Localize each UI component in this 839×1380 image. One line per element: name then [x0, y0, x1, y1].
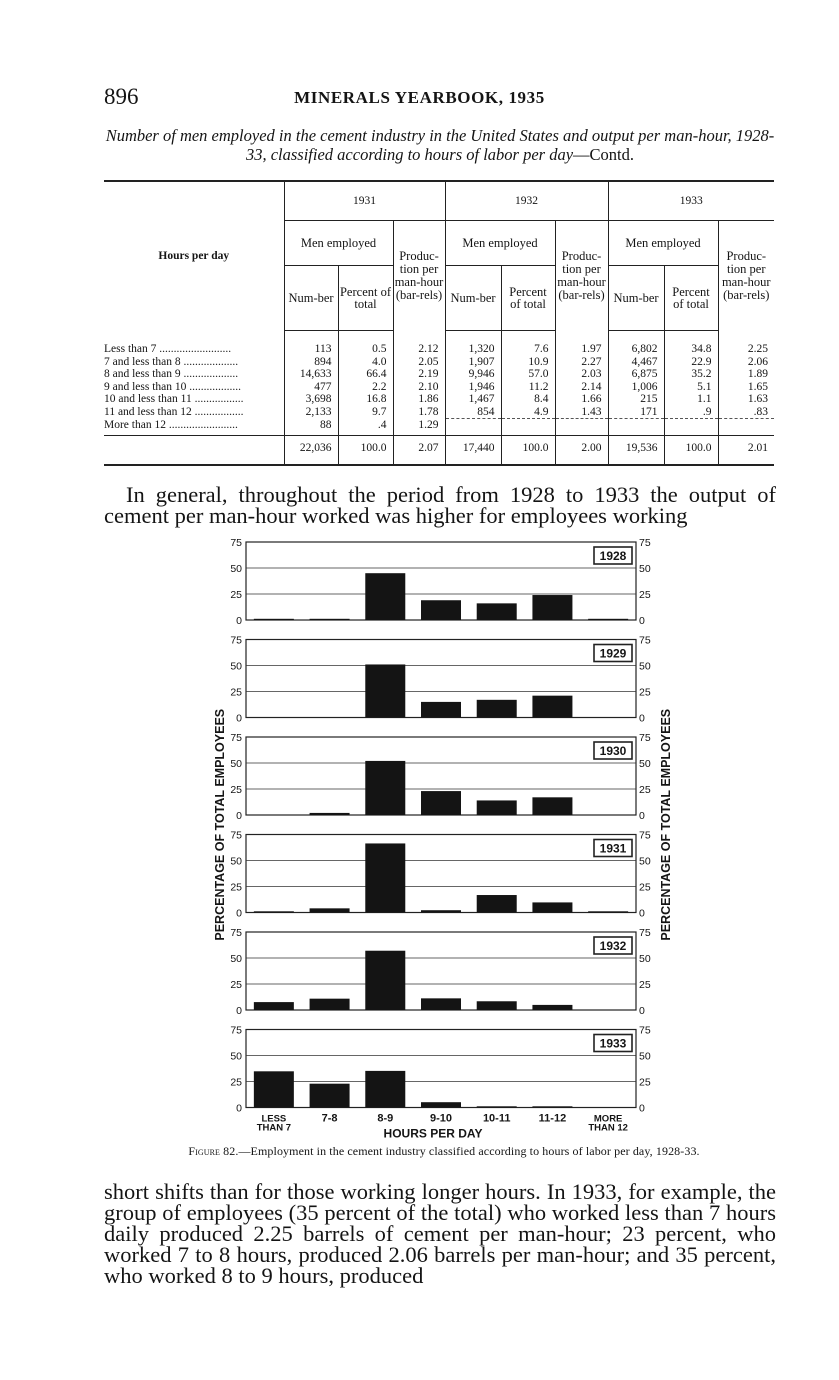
y-tick-label-left: 0	[236, 907, 242, 920]
table-cell: 11.2	[501, 381, 555, 394]
table-cell: 66.4	[338, 368, 393, 381]
table-cell: 1.78	[393, 406, 445, 419]
x-tick-label: MORE	[593, 1113, 623, 1125]
bar-1932-2	[365, 951, 405, 1010]
y-tick-label-right: 50	[639, 1050, 651, 1063]
number-header-1933: Num-ber	[608, 266, 664, 331]
table-cell: 57.0	[501, 368, 555, 381]
y-axis-label-right: PERCENTAGE OF TOTAL EMPLOYEES	[659, 708, 673, 941]
table-cell: 1.43	[555, 406, 608, 419]
table-cell: 5.1	[664, 381, 718, 394]
table-totals-row	[104, 436, 774, 465]
y-tick-label-left: 50	[230, 758, 242, 770]
x-tick-label: LESS	[261, 1113, 287, 1125]
percent-header-1932: Percent of total	[501, 266, 555, 331]
table-cell: 2.10	[393, 381, 445, 394]
table-cell: 2.25	[718, 331, 774, 356]
bar-1929-2	[365, 664, 405, 717]
men-employed-header-1931: Men employed	[284, 221, 393, 266]
table-row	[104, 368, 774, 381]
row-label: 11 and less than 12 .................	[104, 405, 244, 418]
table-cell: .83	[718, 406, 774, 419]
bar-1929-5	[532, 696, 572, 718]
employment-chart-svg	[200, 532, 673, 1142]
percent-header-1933: Percent of total	[664, 266, 718, 331]
row-label: 8 and less than 9 ...................	[104, 368, 239, 380]
y-tick-label-right: 75	[639, 732, 651, 744]
table-cell: 22.9	[664, 356, 718, 369]
table-cell: 34.8	[664, 331, 718, 356]
y-tick-label-left: 50	[230, 1050, 242, 1063]
table-caption	[100, 126, 780, 164]
table-cell: 2.06	[718, 356, 774, 369]
y-tick-label-left: 75	[230, 1024, 242, 1037]
table-cell: 1.89	[718, 368, 774, 381]
panel-frame-1931	[246, 835, 636, 913]
y-tick-label-right: 75	[639, 634, 651, 647]
bar-1931-0	[254, 911, 294, 912]
bar-1928-1	[310, 619, 350, 620]
bar-1931-5	[532, 902, 572, 912]
y-tick-label-left: 25	[230, 686, 242, 699]
panel-frame-1933	[246, 1030, 636, 1108]
table-row	[104, 406, 774, 419]
table-cell	[501, 419, 555, 436]
total-cell: 100.0	[501, 436, 555, 465]
row-label: 10 and less than 11 .................	[104, 393, 244, 405]
y-tick-label-left: 25	[230, 1076, 242, 1089]
table-row	[104, 393, 774, 406]
table-cell: 4.9	[501, 406, 555, 419]
total-cell: 2.07	[393, 436, 445, 465]
year-label-1933: 1933	[599, 1036, 627, 1051]
table-cell: 1.86	[393, 393, 445, 406]
number-header-1931: Num-ber	[284, 266, 338, 331]
y-tick-label-left: 0	[236, 810, 242, 822]
bar-1933-2	[365, 1071, 405, 1108]
y-tick-label-right: 50	[639, 855, 651, 868]
y-tick-label-left: 50	[230, 660, 242, 673]
page-number: 896	[104, 84, 139, 109]
y-tick-label-left: 75	[230, 829, 242, 842]
production-header-1933: Produc-tion per man-hour (bar-rels)	[718, 221, 774, 331]
table-cell: 1.65	[718, 381, 774, 394]
bar-1930-2	[365, 761, 405, 815]
row-label: 9 and less than 10 ..................	[104, 380, 242, 393]
table-cell: .4	[338, 419, 393, 436]
stub-header: Hours per day	[104, 181, 284, 331]
panel-frame-1932	[246, 932, 636, 1010]
bar-1932-4	[477, 1001, 517, 1010]
bar-1930-3	[421, 791, 461, 815]
bar-1931-4	[477, 895, 517, 912]
bar-1932-3	[421, 998, 461, 1010]
production-header-1931: Produc-tion per man-hour (bar-rels)	[393, 221, 445, 331]
table-cell: 6,802	[608, 331, 664, 356]
bar-1930-1	[310, 813, 350, 815]
year-label-1928: 1928	[599, 549, 627, 563]
table-cell: 2.19	[393, 368, 445, 381]
y-tick-label-right: 25	[639, 979, 651, 991]
table-cell: 1.1	[664, 393, 718, 406]
bar-1932-1	[310, 999, 350, 1010]
table-cell: 4,467	[608, 356, 664, 369]
y-tick-label-right: 0	[639, 1005, 645, 1017]
y-tick-label-right: 75	[639, 927, 651, 939]
total-cell: 22,036	[284, 436, 338, 465]
production-header-1932: Produc-tion per man-hour (bar-rels)	[555, 221, 608, 331]
bar-1933-4	[477, 1106, 517, 1107]
table-caption-text: Number of men employed in the cement industry in the United States and output per man-hour, 1928-33, classified according to hours of labor per day	[105, 126, 775, 164]
y-tick-label-left: 50	[230, 953, 242, 965]
year-header-1931: 1931	[284, 181, 445, 221]
bar-1931-3	[421, 910, 461, 912]
table-cell: 7.6	[501, 331, 555, 356]
table-cell: 1.66	[555, 393, 608, 406]
y-tick-label-left: 75	[230, 732, 242, 744]
year-label-1931: 1931	[599, 841, 627, 856]
paragraph-1: In general, throughout the period from 1928 to 1933 the output of cement per man-hour worked was higher for employees working	[104, 482, 776, 528]
y-tick-label-right: 0	[639, 712, 645, 725]
y-tick-label-right: 25	[639, 1076, 651, 1089]
bar-1931-6	[588, 911, 628, 912]
table-row	[104, 331, 774, 356]
y-tick-label-right: 25	[639, 589, 651, 601]
year-header-1933: 1933	[608, 181, 774, 221]
table-cell: 477	[284, 381, 338, 394]
bar-1928-0	[254, 619, 294, 620]
table-cell: 2.05	[393, 356, 445, 369]
y-tick-label-left: 75	[230, 634, 242, 647]
table-cell: 9.7	[338, 406, 393, 419]
table-cell: 35.2	[664, 368, 718, 381]
paragraph-2: short shifts than for those working longer hours. In 1933, for example, the group of employees (35 percent of the total) who worked less than 7 hours daily produced 2.25 barrels of cement per man-hour; 23 percent, who worked 7 to 8 hours, produced 2.06 barrels per man-hour; and 35 percent, who worked 8 to 9 hours, produced	[104, 1179, 776, 1288]
y-tick-label-right: 0	[639, 907, 645, 920]
bar-1931-2	[365, 843, 405, 912]
table-row	[104, 419, 774, 436]
y-tick-label-right: 0	[639, 810, 645, 822]
y-tick-label-left: 25	[230, 881, 242, 894]
x-axis-label: HOURS PER DAY	[383, 1126, 483, 1141]
bar-1929-4	[477, 700, 517, 718]
figure-label: Figure 82.	[188, 1144, 239, 1158]
bar-1933-3	[421, 1102, 461, 1107]
bar-1928-5	[532, 595, 572, 620]
bar-1930-5	[532, 797, 572, 815]
table-cell: 2.2	[338, 381, 393, 394]
table-cell	[445, 419, 501, 436]
table-cell: 1,907	[445, 356, 501, 369]
bar-1933-0	[254, 1071, 294, 1107]
y-tick-label-left: 75	[230, 537, 242, 549]
table-cell: 88	[284, 419, 338, 436]
table-cell: 14,633	[284, 368, 338, 381]
table-cell: 2.27	[555, 356, 608, 369]
bar-1931-1	[310, 908, 350, 912]
table-cell: 1,006	[608, 381, 664, 394]
number-header-1932: Num-ber	[445, 266, 501, 331]
table-cell: 6,875	[608, 368, 664, 381]
bar-1933-1	[310, 1084, 350, 1108]
employment-table	[104, 180, 774, 466]
table-cell: 1.63	[718, 393, 774, 406]
y-tick-label-left: 50	[230, 855, 242, 868]
table-cell: 894	[284, 356, 338, 369]
y-tick-label-right: 25	[639, 686, 651, 699]
x-tick-label: 11-12	[538, 1112, 567, 1125]
table-cell: 0.5	[338, 331, 393, 356]
y-tick-label-right: 25	[639, 784, 651, 796]
table-cell: 2.14	[555, 381, 608, 394]
table-cell	[555, 419, 608, 436]
table-cell: 1.29	[393, 419, 445, 436]
table-cell: 10.9	[501, 356, 555, 369]
table-cell: 16.8	[338, 393, 393, 406]
total-cell: 2.01	[718, 436, 774, 465]
y-tick-label-left: 25	[230, 784, 242, 796]
totals-label	[104, 436, 284, 465]
y-tick-label-left: 25	[230, 589, 242, 601]
total-cell: 17,440	[445, 436, 501, 465]
table-cell: 2,133	[284, 406, 338, 419]
year-header-1932: 1932	[445, 181, 608, 221]
table-cell: 1,946	[445, 381, 501, 394]
y-tick-label-right: 75	[639, 537, 651, 549]
bar-1928-2	[365, 573, 405, 620]
year-label-1930: 1930	[599, 744, 627, 758]
y-tick-label-left: 50	[230, 563, 242, 575]
y-tick-label-left: 0	[236, 1005, 242, 1017]
y-tick-label-left: 25	[230, 979, 242, 991]
total-cell: 19,536	[608, 436, 664, 465]
table-cell	[608, 419, 664, 436]
table-cell: .9	[664, 406, 718, 419]
y-tick-label-right: 75	[639, 829, 651, 842]
row-label: Less than 7 .........................	[104, 342, 232, 355]
bar-1933-5	[532, 1106, 572, 1107]
y-tick-label-left: 0	[236, 615, 242, 627]
table-cell	[664, 419, 718, 436]
table-cell: 1,467	[445, 393, 501, 406]
employment-chart	[200, 532, 673, 1142]
y-tick-label-left: 75	[230, 927, 242, 939]
figure-caption	[104, 1144, 784, 1159]
y-tick-label-right: 0	[639, 615, 645, 627]
y-tick-label-left: 0	[236, 1102, 242, 1115]
table-row	[104, 381, 774, 394]
y-tick-label-right: 75	[639, 1024, 651, 1037]
y-tick-label-right: 50	[639, 758, 651, 770]
running-head: MINERALS YEARBOOK, 1935	[294, 88, 545, 107]
table-cell: 9,946	[445, 368, 501, 381]
bar-1928-3	[421, 600, 461, 620]
total-cell: 100.0	[338, 436, 393, 465]
y-tick-label-right: 50	[639, 660, 651, 673]
table-cell: 1,320	[445, 331, 501, 356]
y-tick-label-right: 50	[639, 563, 651, 575]
total-cell: 100.0	[664, 436, 718, 465]
x-tick-label: 7-8	[321, 1112, 338, 1125]
table-cell: 854	[445, 406, 501, 419]
bar-1929-3	[421, 702, 461, 718]
bar-1928-4	[477, 603, 517, 620]
men-employed-header-1932: Men employed	[445, 221, 555, 266]
y-tick-label-right: 25	[639, 881, 651, 894]
x-tick-label: 9-10	[429, 1112, 453, 1125]
y-axis-label-left: PERCENTAGE OF TOTAL EMPLOYEES	[213, 708, 227, 941]
row-label: More than 12 ........................	[104, 418, 238, 431]
table-cell: 1.97	[555, 331, 608, 356]
table-caption-suffix: —Contd.	[573, 145, 635, 164]
table-cell: 2.12	[393, 331, 445, 356]
y-tick-label-right: 50	[639, 953, 651, 965]
y-tick-label-right: 0	[639, 1102, 645, 1115]
bar-1932-5	[532, 1005, 572, 1010]
x-tick-label: THAN 7	[256, 1122, 292, 1134]
percent-header-1931: Percent of total	[338, 266, 393, 331]
year-label-1929: 1929	[599, 646, 627, 661]
table-cell: 2.03	[555, 368, 608, 381]
table-cell: 113	[284, 331, 338, 356]
y-tick-label-left: 0	[236, 712, 242, 725]
x-tick-label: 10-11	[482, 1112, 511, 1125]
table-cell: 171	[608, 406, 664, 419]
x-tick-label: THAN 12	[588, 1122, 628, 1134]
bar-1932-0	[254, 1002, 294, 1010]
men-employed-header-1933: Men employed	[608, 221, 718, 266]
x-tick-label: 8-9	[377, 1112, 394, 1125]
bar-1930-4	[477, 800, 517, 815]
table-cell: 3,698	[284, 393, 338, 406]
table-cell: 8.4	[501, 393, 555, 406]
year-label-1932: 1932	[599, 939, 627, 953]
table-cell: 4.0	[338, 356, 393, 369]
row-label: 7 and less than 8 ...................	[104, 355, 239, 368]
table-cell	[718, 419, 774, 436]
figure-caption-text: —Employment in the cement industry classified according to hours of labor per day, 1928-33.	[238, 1144, 700, 1158]
total-cell: 2.00	[555, 436, 608, 465]
table-row	[104, 356, 774, 369]
table-cell: 215	[608, 393, 664, 406]
bar-1928-6	[588, 619, 628, 620]
